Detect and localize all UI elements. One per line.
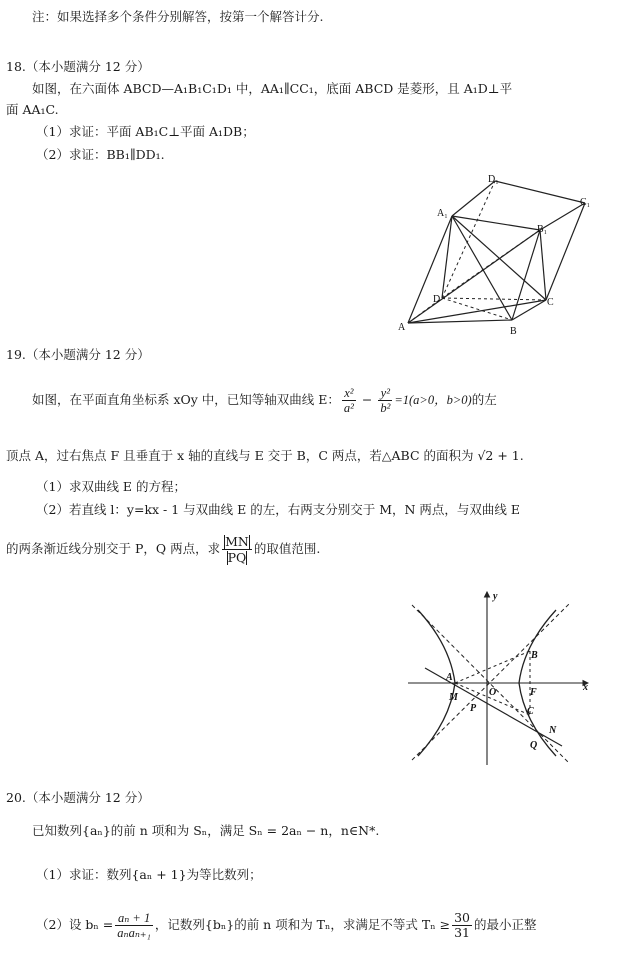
q18-hexahedron-figure xyxy=(395,168,605,338)
label-D1: D₁ xyxy=(488,174,499,185)
q19-hyperbola-figure xyxy=(400,585,600,775)
frac-a2: a² xyxy=(343,401,354,415)
q20-part2-mid: ，记数列{bₙ}的前 n 项和为 Tₙ，求满足不等式 Tₙ ≥ xyxy=(154,917,451,932)
q19-eq-rhs: =1(a>0，b>0) xyxy=(394,393,472,407)
q20-part2 xyxy=(36,907,537,943)
note-text: 注：如果选择多个条件分别解答，按第一个解答计分. xyxy=(32,9,324,24)
frac-y2-b2 xyxy=(378,386,392,415)
q19-line2: 顶点 A，过右焦点 F 且垂直于 x 轴的直线与 E 交于 B，C 两点，若△ABC 的面积为 √2 + 1. xyxy=(6,448,524,463)
hyp-label-x: x xyxy=(583,682,588,693)
q18-part1: （1）求证：平面 AB₁C⊥平面 A₁DB； xyxy=(36,124,255,139)
q19-stem-post: 的左 xyxy=(471,392,497,407)
label-C: C xyxy=(547,297,554,308)
hyp-label-C: C xyxy=(527,706,534,717)
q19-line-last xyxy=(6,531,320,567)
frac-bn-num: aₙ + 1 xyxy=(115,911,153,926)
q19-header: 19.（本小题满分 12 分） xyxy=(6,347,150,362)
q18-stem-line2: 面 AA₁C. xyxy=(6,102,59,117)
frac-bn-den: aₙaₙ₊₁ xyxy=(117,926,151,940)
label-A1: A₁ xyxy=(437,208,448,219)
label-A: A xyxy=(398,322,406,333)
label-D: D xyxy=(433,294,441,305)
frac-x2: x² xyxy=(342,386,356,401)
hyp-label-y: y xyxy=(493,591,498,602)
frac-30: 30 xyxy=(454,910,470,925)
frac-31: 31 xyxy=(454,925,470,940)
q19-stem-pre: 如图，在平面直角坐标系 xOy 中，已知等轴双曲线 E： xyxy=(32,392,340,407)
q19-stem-line1: 如图，在平面直角坐标系 xOy 中，已知等轴双曲线 E： $\frac{\text{x²}}{\text{a²}}$ − $\frac{\text{y²}}{\text{b²}}$ =1(a>0，b>0)的左 xyxy=(32,386,497,415)
q20-part2-post: 的最小正整 xyxy=(473,917,537,932)
frac-x2-a2 xyxy=(342,386,356,415)
q20-stem: 已知数列{aₙ}的前 n 项和为 Sₙ，满足 Sₙ = 2aₙ − n，n∈N*. xyxy=(32,823,380,838)
label-B1: B₁ xyxy=(537,224,548,235)
q20-part2-pre: （2）设 bₙ = xyxy=(36,917,114,932)
q18-stem-line1: 如图，在六面体 ABCD—A₁B₁C₁D₁ 中，AA₁∥CC₁，底面 ABCD 是菱形，且 A₁D⊥平 xyxy=(32,81,513,96)
hyp-label-A: A xyxy=(446,672,453,683)
abs-mn: MN xyxy=(225,534,249,549)
q20-header: 20.（本小题满分 12 分） xyxy=(6,790,150,805)
hyp-label-O: O xyxy=(489,687,497,698)
q19-line-last-pre: 的两条渐近线分别交于 P，Q 两点，求 xyxy=(6,541,221,556)
q20-part1: （1）求证：数列{aₙ + 1}为等比数列； xyxy=(36,867,262,882)
label-B: B xyxy=(510,326,517,337)
frac-30-31 xyxy=(452,911,472,940)
hyp-label-M: M xyxy=(449,692,458,703)
hyp-label-F: F xyxy=(530,687,537,698)
hyp-label-Q: Q xyxy=(530,740,538,751)
frac-bn xyxy=(115,911,153,940)
q19-line-last-post: 的取值范围. xyxy=(253,541,321,556)
q19-part2: （2）若直线 l：y=kx - 1 与双曲线 E 的左，右两支分别交于 M，N 两点，与双曲线 E xyxy=(36,502,521,517)
hyp-label-B: B xyxy=(531,650,538,661)
q18-header: 18.（本小题满分 12 分） xyxy=(6,59,150,74)
frac-b2: b² xyxy=(380,401,391,415)
q19-part1: （1）求双曲线 E 的方程； xyxy=(36,479,187,494)
frac-y2: y² xyxy=(378,386,392,401)
hyp-label-N: N xyxy=(549,725,557,736)
abs-pq: PQ xyxy=(227,549,247,565)
q18-part2: （2）求证：BB₁∥DD₁. xyxy=(36,147,165,162)
hyp-label-P: P xyxy=(470,703,477,714)
ratio-mn-pq xyxy=(222,535,252,565)
label-C1: C₁ xyxy=(580,197,591,208)
